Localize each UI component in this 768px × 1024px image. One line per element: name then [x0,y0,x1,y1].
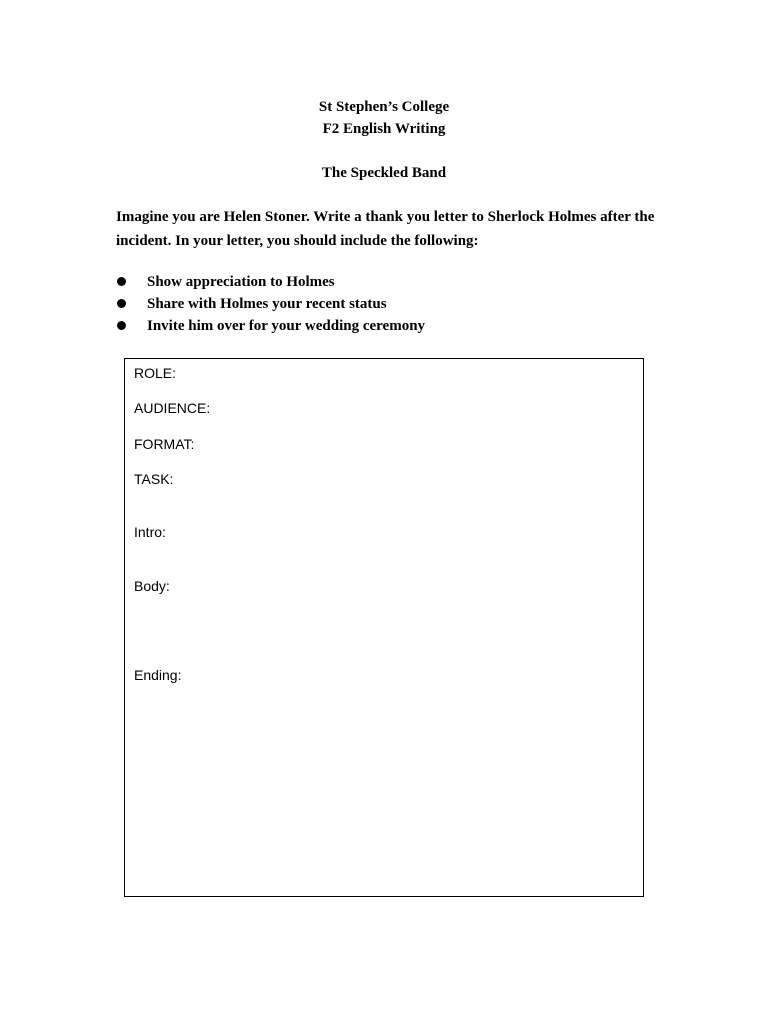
requirement-text: Show appreciation to Holmes [147,274,335,290]
list-item [116,316,656,338]
bullet-icon [117,321,126,330]
planning-box [124,358,644,897]
school-name: St Stephen’s College [318,99,450,115]
list-item [116,294,656,316]
bullet-icon [117,299,126,308]
audience-label: AUDIENCE: [134,400,211,416]
course-title: F2 English Writing [322,121,446,137]
bullet-icon [117,277,126,286]
intro-label: Intro: [134,524,166,540]
body-label: Body: [134,578,170,594]
requirement-text: Share with Holmes your recent status [147,296,387,312]
format-label: FORMAT: [134,436,195,452]
list-item [116,272,656,294]
assignment-title: The Speckled Band [321,165,447,181]
writing-prompt: Imagine you are Helen Stoner. Write a thank you letter to Sherlock Holmes after the incident. In your letter, you should include the following: [116,209,655,249]
requirements-list [116,272,656,338]
role-label: ROLE: [134,365,177,381]
ending-label: Ending: [134,667,182,683]
requirement-text: Invite him over for your wedding ceremony [147,318,426,334]
task-label: TASK: [134,471,174,487]
